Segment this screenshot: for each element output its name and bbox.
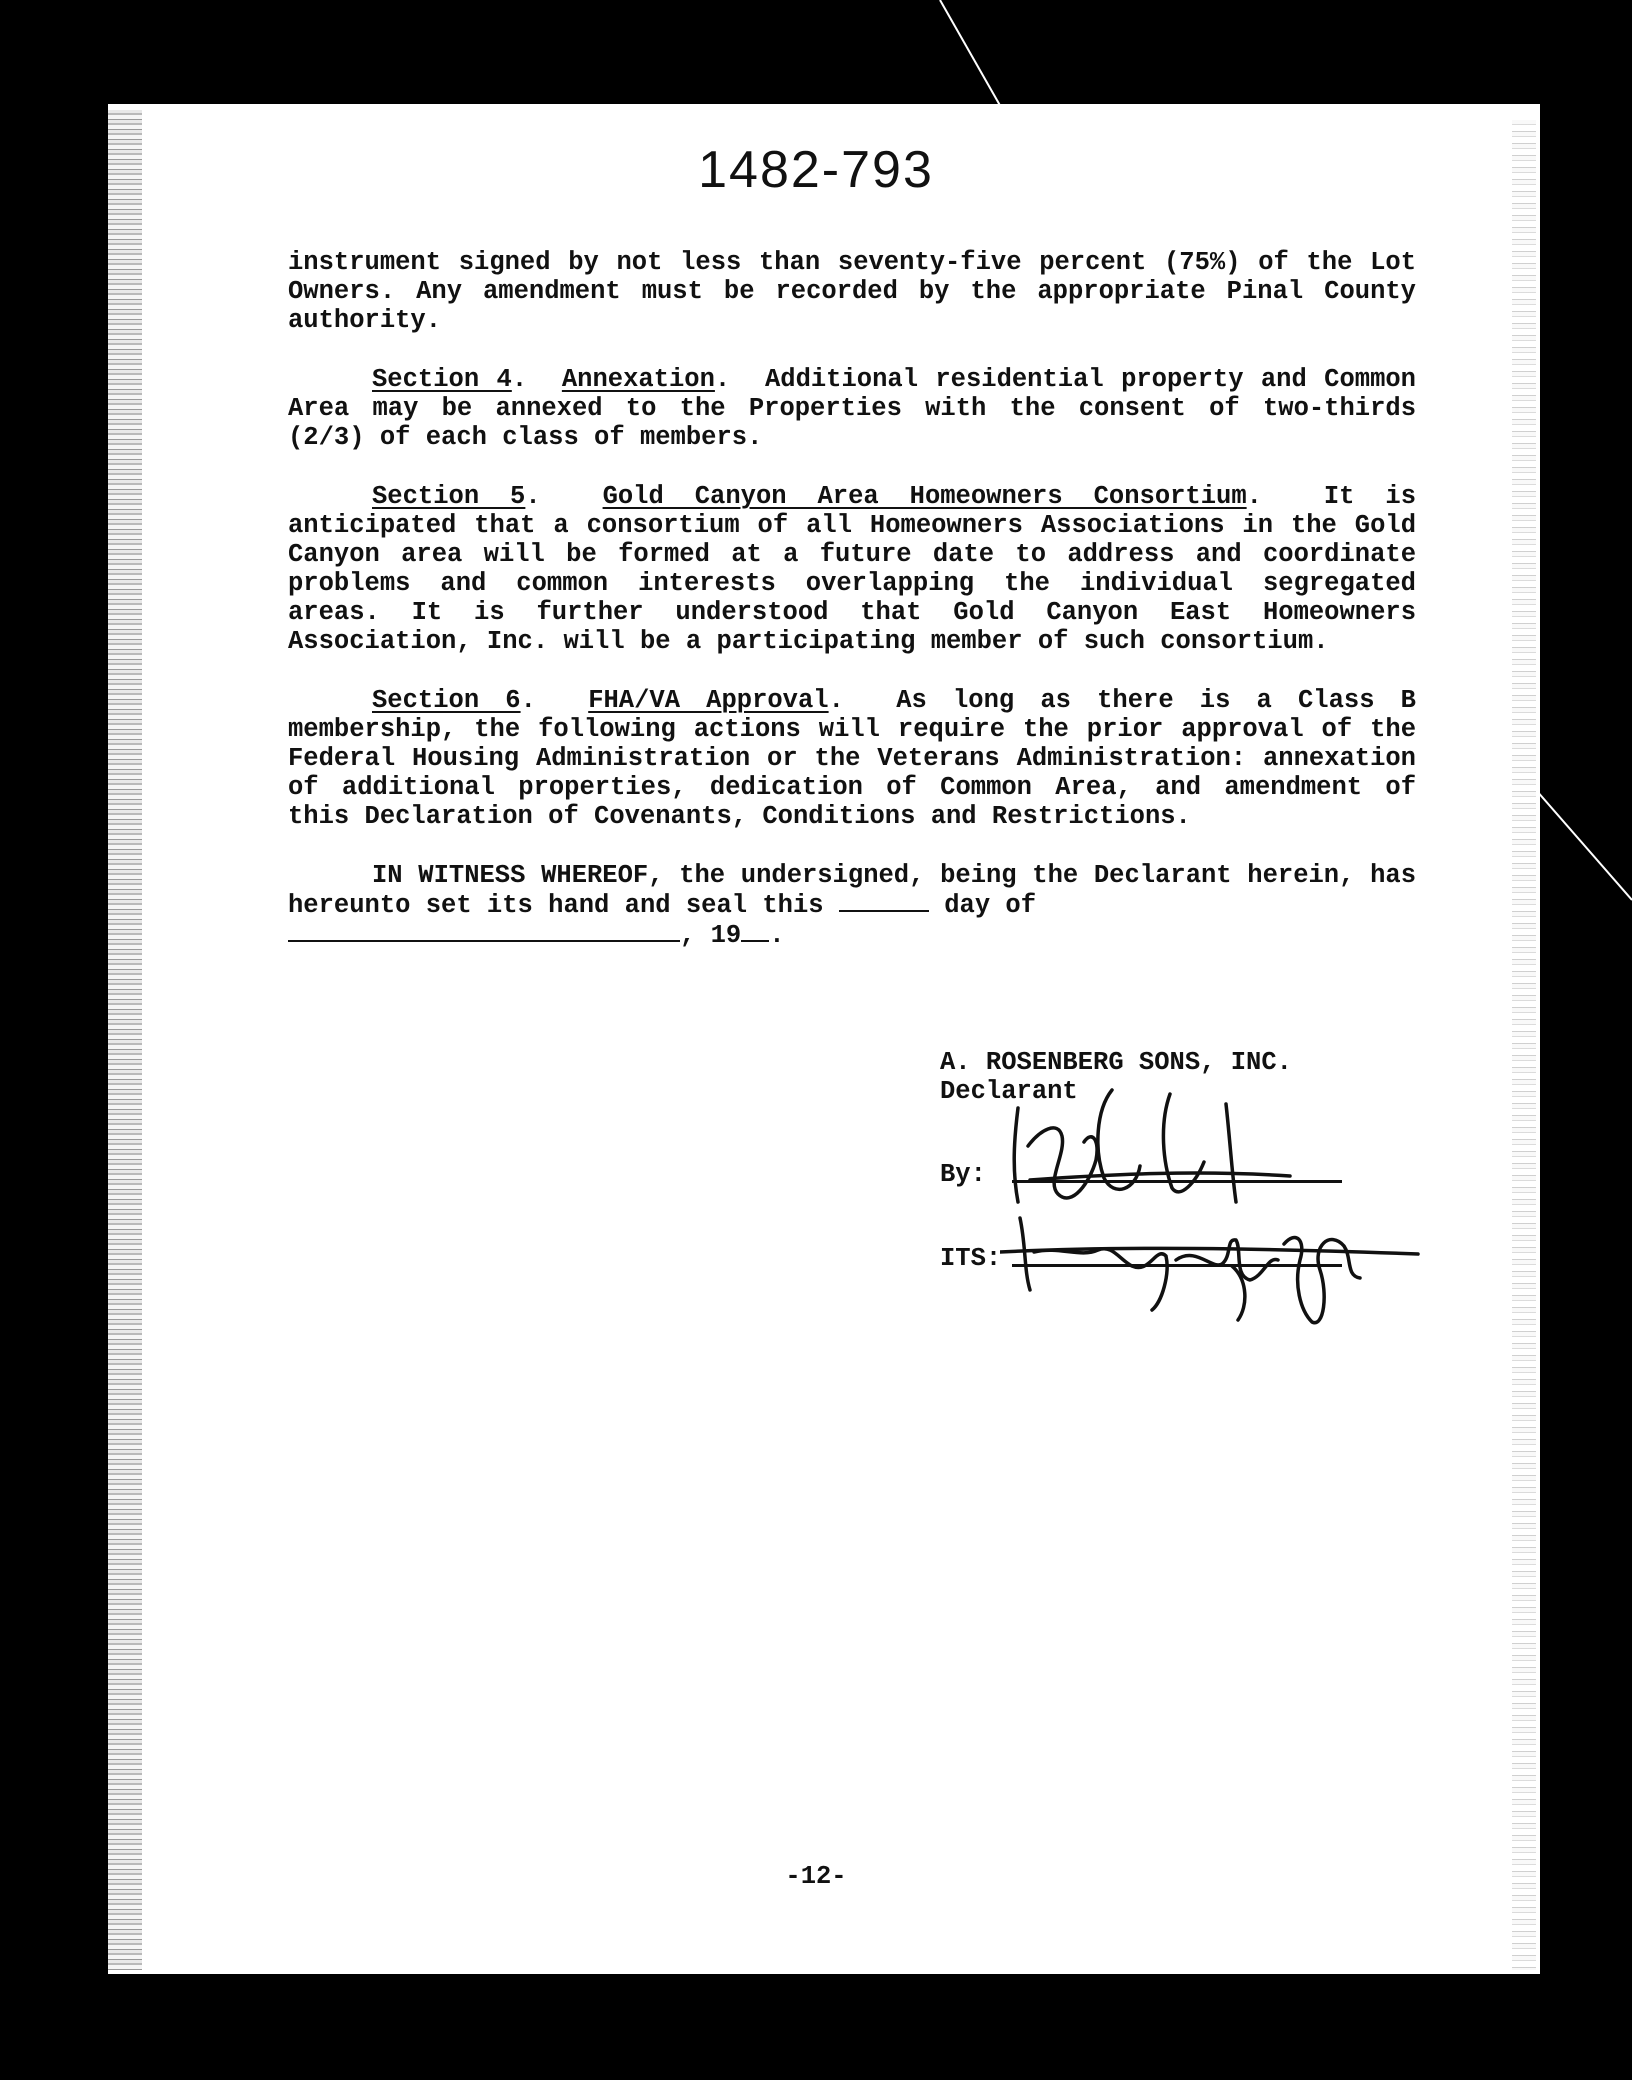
section-4-title: Annexation bbox=[561, 365, 715, 394]
month-blank bbox=[288, 920, 680, 942]
paragraph-witness bbox=[288, 861, 1416, 950]
paragraph-section-6: Section 6. FHA/VA Approval. As long as there is a Class B membership, the following actions will require the prior approval of the Federal Housing Administration or the Veterans Administration: annexation of additional properties, dedication of Common Area, and amendment of this Declaration of Covenants, Conditions and Restrictions. bbox=[288, 686, 1416, 831]
witness-day-of: day of bbox=[944, 891, 1037, 920]
year-blank bbox=[741, 920, 769, 942]
declarant-role: Declarant bbox=[940, 1077, 1078, 1106]
section-5-text: It is anticipated that a consortium of all Homeowners Associations in the Gold Canyon area will be formed at a future date to address and coordinate problems and common interests overlapping the individual segregated areas. It is further understood that Gold Canyon East Homeowners Association, Inc. will be a participating member of such consortium. bbox=[288, 482, 1416, 656]
scan-artifact bbox=[1536, 790, 1632, 930]
section-6-label: Section 6 bbox=[372, 686, 521, 715]
scan-edge-left bbox=[108, 110, 142, 1970]
section-5-title: Gold Canyon Area Homeowners Consortium bbox=[602, 482, 1247, 511]
section-4-text: Additional residential property and Common Area may be annexed to the Properties with the consent of two-thirds (2/3) of each class of members. bbox=[288, 365, 1416, 452]
by-label: By: bbox=[940, 1160, 986, 1189]
witness-lead: IN WITNESS WHEREOF, the undersigned, being the Declarant herein, has hereunto set its hand and seal this bbox=[288, 861, 1416, 920]
document-number: 1482-793 bbox=[698, 141, 934, 199]
company-name: A. ROSENBERG SONS, INC. bbox=[940, 1048, 1292, 1077]
handwritten-signature bbox=[1000, 1070, 1420, 1340]
witness-end: . bbox=[769, 921, 785, 950]
scan-artifact bbox=[930, 0, 1010, 120]
page-number: -12- bbox=[785, 1862, 847, 1891]
day-blank bbox=[839, 890, 929, 912]
paragraph-continuation: instrument signed by not less than seventy-five percent (75%) of the Lot Owners. Any amendment must be recorded by the appropriate Pinal County authority. bbox=[288, 248, 1416, 335]
section-6-title: FHA/VA Approval bbox=[588, 686, 829, 715]
document-body bbox=[288, 248, 1416, 980]
its-label: ITS: bbox=[940, 1244, 1002, 1273]
section-4-label: Section 4 bbox=[372, 365, 512, 394]
section-5-label: Section 5 bbox=[372, 482, 526, 511]
paragraph-section-5: Section 5. Gold Canyon Area Homeowners Consortium. It is anticipated that a consortium of all Homeowners Associations in the Gold Canyon area will be formed at a future date to address and coordinate problems and common interests overlapping the individual segregated areas. It is further understood that Gold Canyon East Homeowners Association, Inc. will be a participating member of such consortium. bbox=[288, 482, 1416, 656]
section-6-text: As long as there is a Class B membership, the following actions will require the prior approval of the Federal Housing Administration or the Veterans Administration: annexation of additional properties, dedication of Common Area, and amendment of this Declaration of Covenants, Conditions and Restrictions. bbox=[288, 686, 1416, 831]
paragraph-section-4: Section 4. Annexation. Additional residential property and Common Area may be annexed to the Properties with the consent of two-thirds (2/3) of each class of members. bbox=[288, 365, 1416, 452]
witness-year-prefix: , 19 bbox=[680, 921, 742, 950]
scan-edge-right bbox=[1512, 120, 1536, 1970]
